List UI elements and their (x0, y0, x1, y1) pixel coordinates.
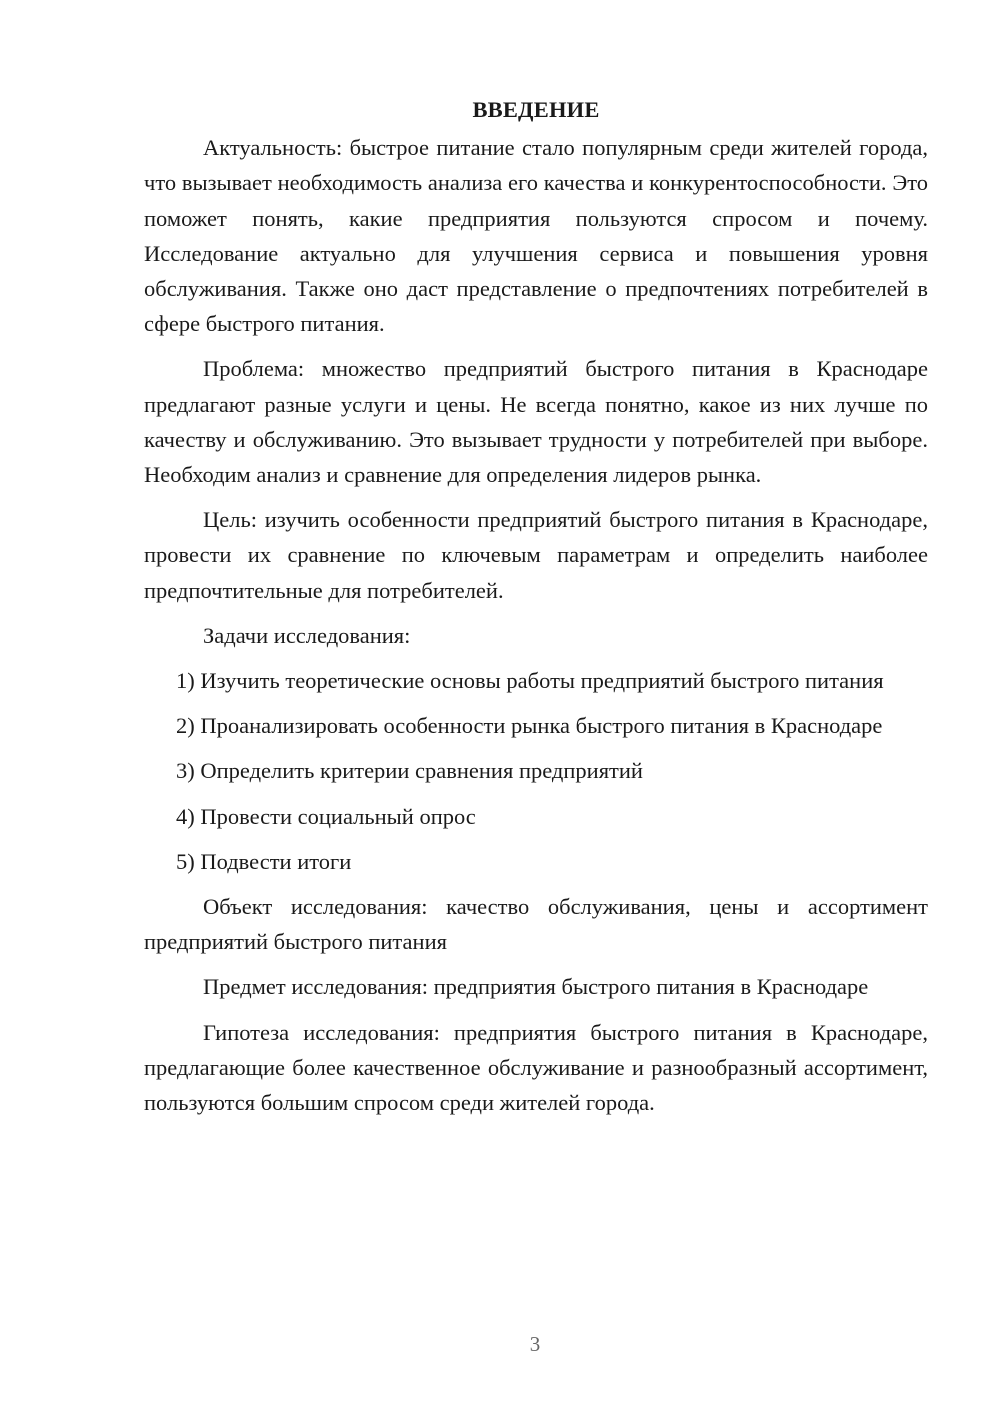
task-item-2: 2) Проанализировать особенности рынка быстрого питания в Краснодаре (176, 713, 883, 739)
document-page (144, 92, 928, 1130)
page-number: 3 (529, 1332, 541, 1356)
task-item-1: 1) Изучить теоретические основы работы предприятий быстрого питания (176, 668, 884, 694)
hypothesis-paragraph: Гипотеза исследования: предприятия быстрого питания в Краснодаре, предлагающие более качественное обслуживание и разнообразный ассортимент, пользуются большим спросом среди жителей города. (144, 1019, 928, 1116)
goal-paragraph: Цель: изучить особенности предприятий быстрого питания в Краснодаре, провести их сравнение по ключевым параметрам и определить наиболее предпочтительные для потребителей. (144, 507, 928, 603)
relevance-paragraph: Актуальность: быстрое питание стало популярным среди жителей города, что вызывает необходимость анализа его качества и конкурентоспособности. Это поможет понять, какие предприятия пользуются спросом и почему. Исследование актуально для улучшения сервиса и повышения уровня обслуживания. Также оно даст представление о предпочтениях потребителей в сфере быстрого питания. (144, 135, 928, 337)
task-item-4: 4) Провести социальный опрос (176, 803, 476, 829)
tasks-heading: Задачи исследования: (203, 622, 411, 648)
object-paragraph: Объект исследования: качество обслуживания, цены и ассортимент предприятий быстрого питания (144, 894, 928, 955)
task-item-5: 5) Подвести итоги (176, 848, 352, 874)
problem-paragraph: Проблема: множество предприятий быстрого питания в Краснодаре предлагают разные услуги и цены. Не всегда понятно, какое из них лучше по качеству и обслуживанию. Это вызывает трудности у потребителей при выборе. Необходим анализ и сравнение для определения лидеров рынка. (144, 356, 928, 488)
page-title: ВВЕДЕНИЕ (472, 97, 600, 122)
task-item-3: 3) Определить критерии сравнения предприятий (176, 758, 643, 784)
subject-paragraph: Предмет исследования: предприятия быстрого питания в Краснодаре (203, 974, 869, 1000)
